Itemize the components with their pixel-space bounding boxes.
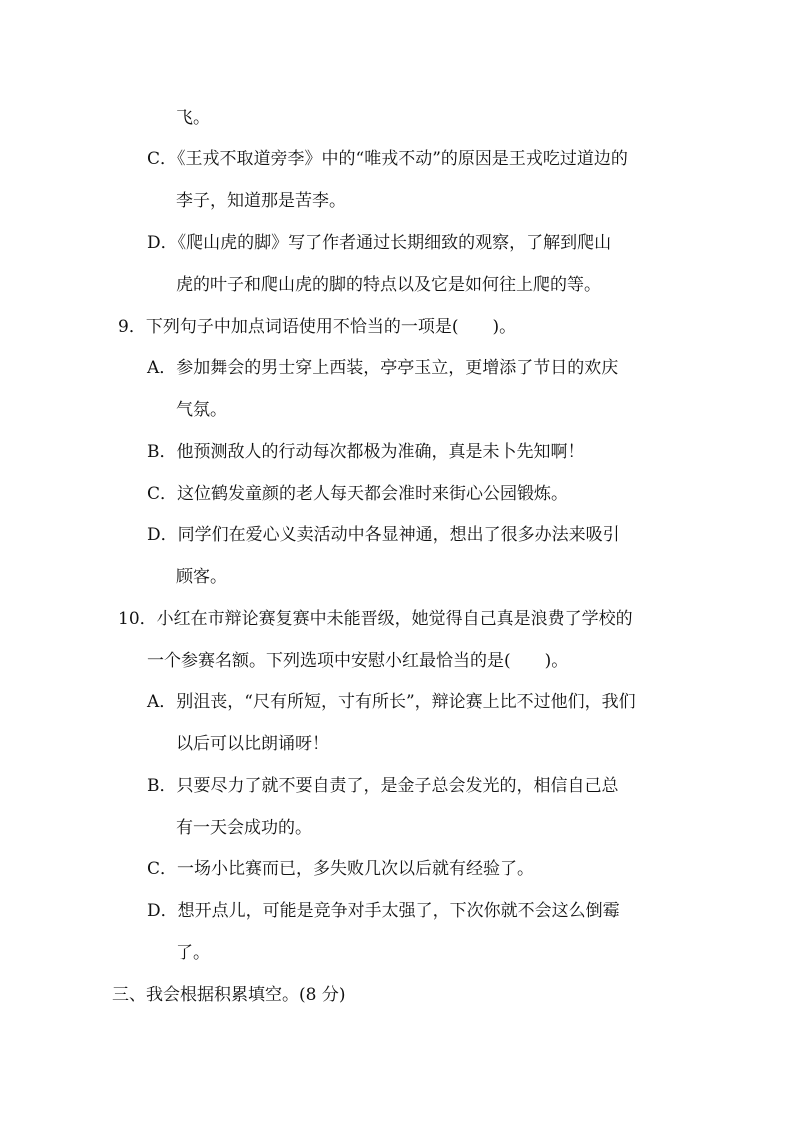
text-line: C．一场小比赛而已，多失败几次以后就有经验了。 [147,859,535,879]
text-line: 李子，知道那是苦李。 [176,191,346,211]
text-line: C．这位鹤发童颜的老人每天都会准时来街心公园锻炼。 [147,484,569,504]
text-line: D．《爬山虎的脚》写了作者通过长期细致的观察，了解到爬山 [147,233,612,253]
section-heading: 三、我会根据积累填空。(8 分) [112,985,346,1005]
text-line: B．他预测敌人的行动每次都极为准确，真是未卜先知啊！ [147,442,585,462]
text-line: 10．小红在市辩论赛复赛中未能晋级，她觉得自己真是浪费了学校的 [118,609,633,629]
text-line: 顾客。 [176,567,227,587]
text-line: 以后可以比朗诵呀！ [176,734,329,754]
text-line: C．《王戎不取道旁李》中的“唯戎不动”的原因是王戎吃过道边的 [147,149,628,169]
text-line: 了。 [176,943,210,963]
text-line: D．同学们在爱心义卖活动中各显神通，想出了很多办法来吸引 [147,525,620,545]
text-line: 虎的叶子和爬山虎的脚的特点以及它是如何往上爬的等。 [176,275,601,295]
text-line: A．别沮丧，“尺有所短，寸有所长”，辩论赛上比不过他们，我们 [147,692,636,712]
text-line: 有一天会成功的。 [176,818,312,838]
text-line: 一个参赛名额。下列选项中安慰小红最恰当的是( )。 [147,651,569,671]
text-line: A．参加舞会的男士穿上西装，亭亭玉立，更增添了节日的欢庆 [147,358,619,378]
text-line: 气氛。 [176,400,227,420]
text-line: D．想开点儿，可能是竞争对手太强了，下次你就不会这么倒霉 [147,901,620,921]
text-line: B．只要尽力了就不要自责了，是金子总会发光的，相信自己总 [147,776,619,796]
text-line: 9．下列句子中加点词语使用不恰当的一项是( )。 [118,317,517,337]
text-line: 飞。 [176,108,210,128]
